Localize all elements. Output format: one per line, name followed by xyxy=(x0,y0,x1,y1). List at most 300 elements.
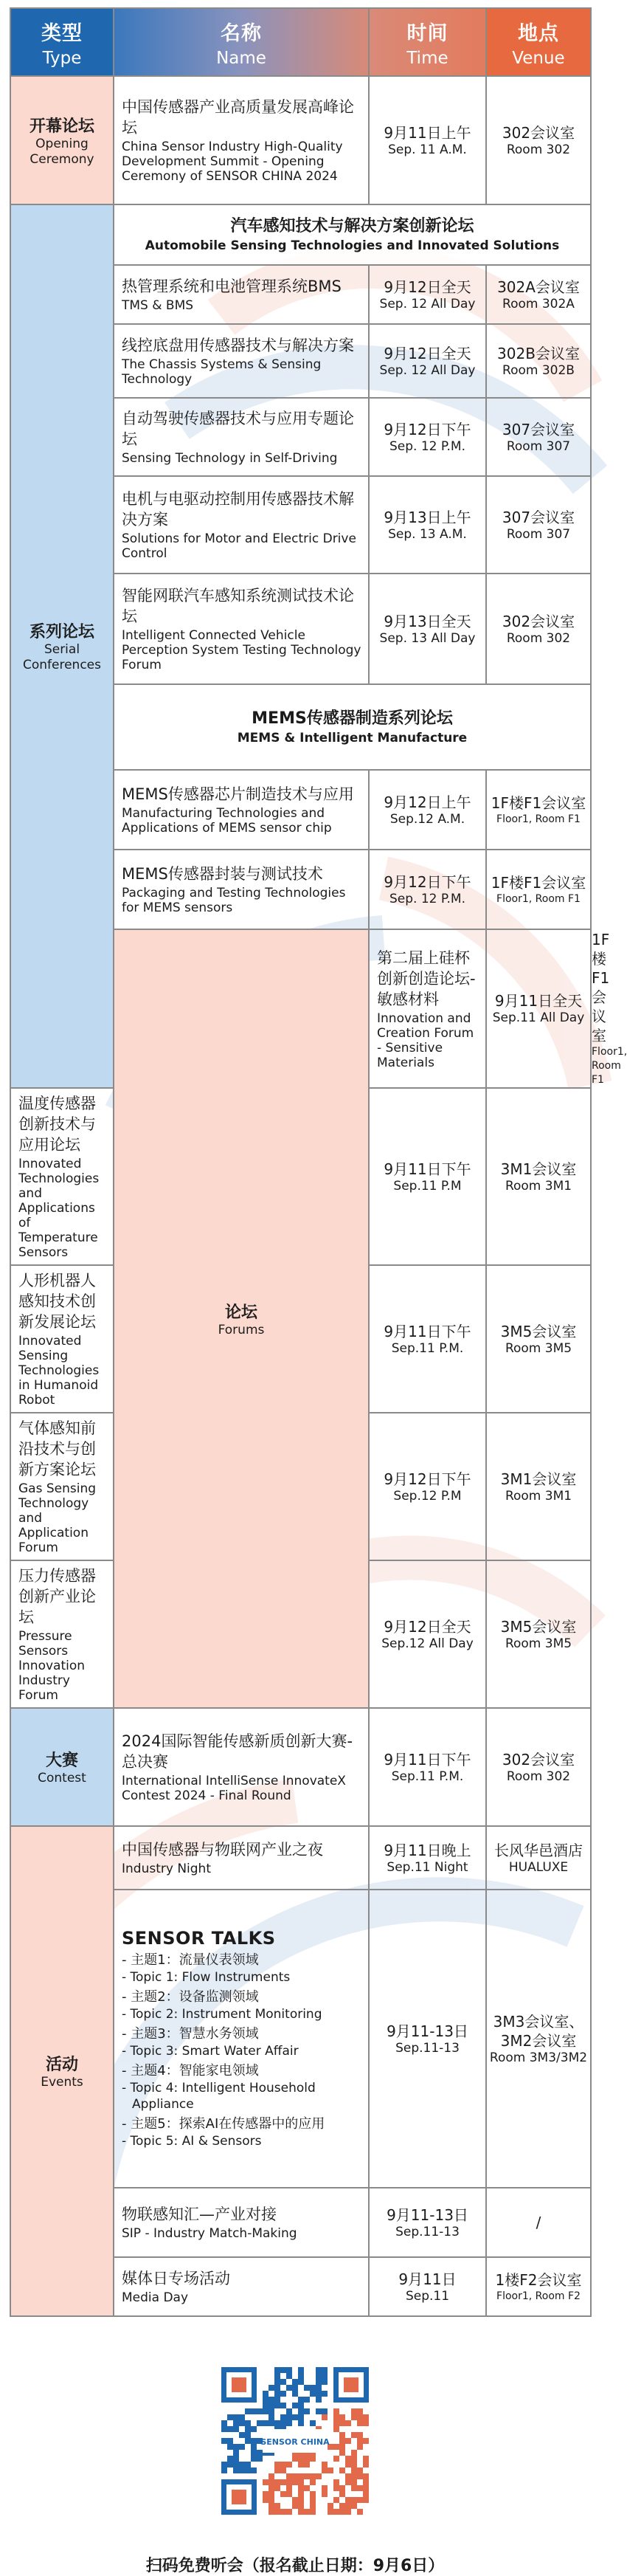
time-en: Sep.12 All Day xyxy=(381,1636,474,1651)
qr-module xyxy=(233,2426,239,2432)
type-en: Events xyxy=(41,2075,83,2090)
qr-module xyxy=(351,2414,357,2420)
qr-module xyxy=(345,2503,351,2509)
venue-en: Floor1, Room F1 xyxy=(496,892,581,905)
header-type-en: Type xyxy=(42,48,82,68)
name-en: Solutions for Motor and Electric Drive Control xyxy=(122,531,356,561)
qr-module xyxy=(286,2509,292,2515)
type-zh: 开幕论坛 xyxy=(29,117,94,136)
time-zh: 9月13日上午 xyxy=(384,508,471,526)
qr-module xyxy=(221,2462,227,2467)
time-zh: 9月11日全天 xyxy=(494,992,583,1010)
venue-cell xyxy=(486,1560,591,1708)
header-type xyxy=(10,8,114,76)
qr-module xyxy=(292,2479,298,2485)
qr-module xyxy=(298,2485,304,2491)
qr-module xyxy=(339,2444,345,2450)
qr-module xyxy=(316,2379,322,2385)
header-venue xyxy=(486,8,591,76)
qr-module xyxy=(280,2462,286,2467)
qr-module xyxy=(233,2444,239,2450)
venue-cell xyxy=(486,1708,591,1826)
qr-module xyxy=(333,2420,339,2426)
qr-module xyxy=(263,2408,269,2414)
name-cell xyxy=(114,770,369,850)
name-en: Gas Sensing Technology and Application Forum xyxy=(18,1481,97,1555)
qr-module xyxy=(251,2467,257,2473)
name-cell xyxy=(114,476,369,574)
qr-module xyxy=(333,2456,339,2462)
section-title-row xyxy=(10,204,591,265)
qr-logo-text: SENSOR CHINA xyxy=(260,2437,330,2447)
venue-en: Room 3M3/3M2 xyxy=(489,2050,588,2065)
venue-zh: 长风华邑酒店 xyxy=(494,1841,583,1859)
time-en: Sep. 12 All Day xyxy=(379,362,476,378)
qr-module xyxy=(274,2367,280,2373)
type-en: Conferences xyxy=(22,658,101,672)
name-zh: 热管理系统和电池管理系统BMS xyxy=(122,278,342,295)
venue-zh: 1楼F2会议室 xyxy=(495,2270,582,2289)
qr-module xyxy=(304,2456,310,2462)
qr-module xyxy=(304,2485,310,2491)
qr-module xyxy=(310,2491,316,2497)
qr-module xyxy=(227,2444,233,2450)
qr-module xyxy=(221,2426,227,2432)
time-en: Sep. 13 A.M. xyxy=(388,526,467,542)
qr-module xyxy=(345,2456,351,2462)
qr-module xyxy=(310,2479,316,2485)
venue-en: Room 307 xyxy=(506,526,571,542)
qr-module xyxy=(263,2403,269,2408)
qr-module xyxy=(333,2509,339,2515)
type-en: Opening Ceremony xyxy=(30,136,94,167)
name-en: Manufacturing Technologies and Applications of MEMS sensor chip xyxy=(122,806,332,836)
name-en: Packaging and Testing Technologies for MEMS sensors xyxy=(122,886,346,915)
qr-module xyxy=(357,2432,363,2438)
qr-module xyxy=(298,2503,304,2509)
time-en: Sep.11 All Day xyxy=(492,1010,585,1025)
header-time-zh: 时间 xyxy=(406,21,448,45)
name-cell xyxy=(114,2257,369,2316)
type-en: Serial xyxy=(44,642,80,657)
qr-module xyxy=(316,2408,322,2414)
name-cell xyxy=(10,1413,114,1560)
qr-module xyxy=(274,2485,280,2491)
qr-module xyxy=(263,2391,269,2397)
name-cell xyxy=(114,850,369,929)
venue-cell xyxy=(486,398,591,476)
qr-module xyxy=(298,2420,304,2426)
qr-module xyxy=(357,2485,363,2491)
qr-module xyxy=(245,2408,251,2414)
qr-module xyxy=(316,2473,322,2479)
qr-module xyxy=(339,2438,345,2444)
time-en: Sep.11 P.M. xyxy=(391,1340,464,1356)
name-en: International IntelliSense InnovateX Contest 2024 - Final Round xyxy=(122,1774,346,1803)
qr-module xyxy=(257,2450,263,2456)
qr-module xyxy=(322,2491,328,2497)
qr-module xyxy=(286,2491,292,2497)
qr-module xyxy=(304,2473,310,2479)
type-en: Forums xyxy=(218,1322,265,1337)
qr-module xyxy=(351,2456,357,2462)
sensor-talks-cell xyxy=(114,1890,369,2188)
qr-module xyxy=(239,2414,245,2420)
time-cell xyxy=(369,1890,486,2188)
name-en: Media Day xyxy=(122,2290,189,2305)
time-en: Sep.11 xyxy=(405,2288,450,2304)
time-zh: 9月13日全天 xyxy=(384,612,471,630)
venue-en: Room 302 xyxy=(506,142,571,157)
qr-module xyxy=(269,2497,274,2503)
qr-module xyxy=(274,2467,280,2473)
venue-zh: 307会议室 xyxy=(502,508,575,526)
qr-module xyxy=(357,2438,363,2444)
name-cell xyxy=(114,1826,369,1890)
qr-module xyxy=(245,2420,251,2426)
qr-module xyxy=(339,2509,345,2515)
qr-module xyxy=(292,2414,298,2420)
qr-module xyxy=(345,2420,351,2426)
qr-module xyxy=(298,2379,304,2385)
qr-module xyxy=(351,2473,357,2479)
qr-module xyxy=(286,2420,292,2426)
time-zh: 9月12日下午 xyxy=(384,420,471,438)
qr-module xyxy=(304,2408,310,2414)
venue-en: Room 3M5 xyxy=(505,1636,572,1651)
qr-module xyxy=(298,2373,304,2379)
header-venue-en: Venue xyxy=(512,48,565,68)
name-cell xyxy=(114,324,369,398)
venue-en: Room 3M1 xyxy=(505,1488,572,1504)
qr-module xyxy=(322,2408,328,2414)
time-en: Sep.11-13 xyxy=(395,2040,460,2056)
name-zh: 气体感知前沿技术与创新方案论坛 xyxy=(18,1419,96,1478)
name-cell xyxy=(114,76,369,204)
name-en: Intelligent Connected Vehicle Perception System Testing Technology Forum xyxy=(122,628,361,672)
qr-module xyxy=(316,2391,322,2397)
qr-module xyxy=(274,2379,280,2385)
qr-module xyxy=(292,2391,298,2397)
qr-module xyxy=(269,2485,274,2491)
time-cell xyxy=(369,574,486,684)
qr-module xyxy=(310,2420,316,2426)
qr-module xyxy=(316,2373,322,2379)
qr-module xyxy=(363,2479,369,2485)
qr-module xyxy=(233,2456,239,2462)
qr-module xyxy=(298,2491,304,2497)
name-en: The Chassis Systems & Sensing Technology xyxy=(122,357,322,387)
name-cell xyxy=(10,1560,114,1708)
qr-module xyxy=(310,2497,316,2503)
venue-en: Room 307 xyxy=(506,438,571,454)
header-time-en: Time xyxy=(406,48,448,68)
section-title-zh: 汽车感知技术与解决方案创新论坛 xyxy=(230,217,474,235)
qr-module xyxy=(333,2485,339,2491)
venue-cell xyxy=(486,1413,591,1560)
topic-en: - Topic 2: Instrument Monitoring xyxy=(122,2007,322,2022)
time-en: Sep.11 P.M. xyxy=(391,1769,464,1784)
qr-module xyxy=(345,2497,351,2503)
type-opening xyxy=(10,76,114,204)
qr-module xyxy=(257,2408,263,2414)
time-cell xyxy=(369,1560,486,1708)
venue-cell xyxy=(486,265,591,324)
time-zh: 9月12日上午 xyxy=(384,793,471,811)
qr-module xyxy=(357,2467,363,2473)
venue-cell xyxy=(486,76,591,204)
type-forums xyxy=(114,929,369,1708)
qr-module xyxy=(351,2503,357,2509)
qr-module xyxy=(316,2367,322,2373)
qr-module xyxy=(345,2473,351,2479)
qr-module xyxy=(292,2497,298,2503)
qr-module xyxy=(280,2391,286,2397)
qr-module xyxy=(280,2420,286,2426)
qr-module xyxy=(351,2462,357,2467)
time-cell xyxy=(369,2257,486,2316)
qr-module xyxy=(298,2479,304,2485)
qr-module xyxy=(245,2432,251,2438)
qr-module xyxy=(333,2444,339,2450)
qr-module xyxy=(363,2485,369,2491)
qr-module xyxy=(322,2391,328,2397)
auto-section-title xyxy=(114,204,591,265)
venue-en: Room 302 xyxy=(506,630,571,646)
qr-module xyxy=(298,2408,304,2414)
qr-module xyxy=(227,2438,233,2444)
name-zh: 压力传感器创新产业论坛 xyxy=(18,1567,96,1626)
time-en: Sep. 13 All Day xyxy=(379,630,476,646)
time-zh: 9月11日下午 xyxy=(384,1750,471,1769)
venue-cell xyxy=(486,574,591,684)
table-row xyxy=(10,1708,591,1826)
table-row xyxy=(10,76,591,204)
qr-module xyxy=(269,2509,274,2515)
topic-en: - Topic 3: Smart Water Affair xyxy=(122,2044,299,2059)
qr-module xyxy=(245,2462,251,2467)
topic-zh: - 主题4：智能家电领域 xyxy=(122,2063,259,2079)
time-cell xyxy=(369,1708,486,1826)
name-en: SIP - Industry Match-Making xyxy=(122,2226,297,2241)
name-en: Sensing Technology in Self-Driving xyxy=(122,451,338,466)
topic-en: - Topic 1: Flow Instruments xyxy=(122,1970,291,1985)
time-cell xyxy=(369,476,486,574)
qr-module xyxy=(286,2479,292,2485)
name-cell xyxy=(369,929,486,1088)
venue-en: Floor1, Room F2 xyxy=(496,2290,581,2302)
qr-module xyxy=(339,2491,345,2497)
topic-zh: - 主题1：流量仪表领域 xyxy=(122,1952,259,1968)
venue-zh: 302A会议室 xyxy=(497,278,580,296)
name-zh: MEMS传感器封装与测试技术 xyxy=(122,865,323,883)
time-zh: 9月11日下午 xyxy=(384,1322,471,1340)
type-contest xyxy=(10,1708,114,1826)
name-zh: 2024国际智能传感新质创新大赛-总决赛 xyxy=(122,1732,353,1771)
qr-module xyxy=(286,2385,292,2391)
time-en: Sep. 12 P.M. xyxy=(389,438,465,454)
qr-module xyxy=(351,2432,357,2438)
qr-module xyxy=(251,2438,257,2444)
qr-module xyxy=(351,2467,357,2473)
time-en: Sep.11-13 xyxy=(395,2224,460,2239)
header-name-en: Name xyxy=(216,48,266,68)
venue-cell xyxy=(486,850,591,929)
topic-zh: - 主题3：智慧水务领域 xyxy=(122,2026,259,2042)
qr-module xyxy=(227,2426,233,2432)
qr-module xyxy=(274,2373,280,2379)
venue-cell xyxy=(486,1265,591,1413)
venue-en: Room 3M5 xyxy=(505,1340,572,1356)
qr-module xyxy=(310,2509,316,2515)
qr-module xyxy=(333,2479,339,2485)
venue-zh: 302B会议室 xyxy=(497,344,580,362)
section-title-zh: MEMS传感器制造系列论坛 xyxy=(252,709,453,728)
name-zh: 中国传感器产业高质量发展高峰论坛 xyxy=(122,98,354,137)
qr-module xyxy=(322,2367,328,2373)
name-en: Innovation and Creation Forum - Sensitive Materials xyxy=(377,1010,474,1070)
qr-module xyxy=(363,2497,369,2503)
qr-module xyxy=(286,2373,292,2379)
time-cell xyxy=(369,1413,486,1560)
name-zh: 第二届上硅杯创新创造论坛-敏感材料 xyxy=(377,948,476,1008)
qr-module xyxy=(351,2485,357,2491)
time-cell xyxy=(369,398,486,476)
qr-module xyxy=(274,2391,280,2397)
qr-module xyxy=(227,2414,233,2420)
qr-module xyxy=(363,2473,369,2479)
name-cell xyxy=(10,1265,114,1413)
qr-module xyxy=(269,2503,274,2509)
qr-module xyxy=(227,2462,233,2467)
header-name-zh: 名称 xyxy=(221,21,262,45)
venue-cell xyxy=(486,1826,591,1890)
qr-module xyxy=(322,2462,328,2467)
table-row xyxy=(10,1826,591,1890)
header-type-zh: 类型 xyxy=(41,21,83,45)
qr-module xyxy=(310,2456,316,2462)
qr-module xyxy=(345,2509,351,2515)
qr-module xyxy=(328,2503,333,2509)
qr-module xyxy=(257,2420,263,2426)
qr-module xyxy=(304,2509,310,2515)
qr-module xyxy=(363,2462,369,2467)
type-zh: 系列论坛 xyxy=(29,623,94,641)
time-en: Sep. 12 All Day xyxy=(379,296,476,311)
qr-module xyxy=(310,2385,316,2391)
qr-module xyxy=(357,2420,363,2426)
name-en: Innovated Sensing Technologies in Humanoid Robot xyxy=(18,1334,100,1408)
time-en: Sep.12 A.M. xyxy=(389,811,465,827)
qr-module xyxy=(310,2473,316,2479)
qr-module xyxy=(251,2426,257,2432)
venue-en: Room 3M1 xyxy=(505,1178,572,1194)
qr-module xyxy=(286,2485,292,2491)
time-cell xyxy=(369,1265,486,1413)
qr-module xyxy=(286,2367,292,2373)
qr-module xyxy=(351,2497,357,2503)
qr-module xyxy=(263,2397,269,2403)
qr-module xyxy=(251,2456,257,2462)
time-en: Sep.12 P.M xyxy=(393,1488,462,1504)
time-en: Sep.11 P.M xyxy=(393,1178,462,1194)
venue-en: Room 302B xyxy=(502,362,575,378)
time-cell xyxy=(369,1088,486,1265)
qr-module xyxy=(363,2456,369,2462)
qr-module xyxy=(233,2420,239,2426)
name-en: China Sensor Industry High-Quality Development Summit - Opening Ceremony of SENSOR CHINA 2024 xyxy=(122,140,343,184)
qr-module xyxy=(322,2485,328,2491)
qr-module xyxy=(357,2414,363,2420)
qr-module xyxy=(363,2438,369,2444)
qr-module xyxy=(221,2467,227,2473)
time-cell xyxy=(369,770,486,850)
venue-cell xyxy=(486,476,591,574)
time-zh: 9月11日 xyxy=(398,2270,457,2288)
qr-module xyxy=(233,2462,239,2467)
time-cell xyxy=(369,76,486,204)
qr-module xyxy=(251,2408,257,2414)
name-cell xyxy=(114,2188,369,2257)
name-zh: 智能网联汽车感知系统测试技术论坛 xyxy=(122,587,354,625)
qr-module xyxy=(233,2450,239,2456)
topic-en: - Topic 5: AI & Sensors xyxy=(122,2134,262,2149)
qr-module xyxy=(316,2397,322,2403)
name-cell xyxy=(114,574,369,684)
name-zh: 电机与电驱动控制用传感器技术解决方案 xyxy=(122,490,354,528)
qr-module xyxy=(245,2426,251,2432)
venue-zh: 3M5会议室 xyxy=(500,1322,577,1340)
qr-module xyxy=(263,2491,269,2497)
venue-cell xyxy=(486,1890,591,2188)
venue-en: Room 302 xyxy=(506,1769,571,1784)
qr-module xyxy=(274,2479,280,2485)
qr-module xyxy=(269,2479,274,2485)
name-cell xyxy=(114,265,369,324)
qr-module xyxy=(292,2385,298,2391)
qr-module xyxy=(280,2403,286,2408)
venue-zh: 302会议室 xyxy=(502,612,575,630)
time-zh: 9月11日晚上 xyxy=(384,1841,471,1859)
qr-module xyxy=(292,2503,298,2509)
qr-module xyxy=(245,2467,251,2473)
qr-module xyxy=(322,2373,328,2379)
topic-en: - Topic 4: Intelligent Household Appliance xyxy=(122,2081,316,2112)
qr-module xyxy=(345,2438,351,2444)
time-cell xyxy=(369,2188,486,2257)
qr-module xyxy=(274,2509,280,2515)
qr-module xyxy=(333,2497,339,2503)
qr-module xyxy=(251,2450,257,2456)
qr-code-icon[interactable] xyxy=(215,2361,375,2521)
venue-cell xyxy=(486,770,591,850)
name-cell xyxy=(114,1708,369,1826)
venue-zh: 3M3会议室、3M2会议室 xyxy=(493,2012,584,2050)
qr-module xyxy=(239,2420,245,2426)
venue-zh: 302会议室 xyxy=(502,1750,575,1769)
qr-module xyxy=(280,2479,286,2485)
time-zh: 9月12日全天 xyxy=(384,1617,471,1636)
venue-en: HUALUXE xyxy=(508,1859,569,1875)
qr-module xyxy=(339,2503,345,2509)
venue-cell xyxy=(486,1088,591,1265)
qr-module xyxy=(357,2473,363,2479)
time-zh: 9月11-13日 xyxy=(387,2205,468,2224)
name-zh: 线控底盘用传感器技术与解决方案 xyxy=(122,337,354,354)
qr-module xyxy=(269,2403,274,2408)
qr-module xyxy=(269,2420,274,2426)
qr-module xyxy=(292,2473,298,2479)
